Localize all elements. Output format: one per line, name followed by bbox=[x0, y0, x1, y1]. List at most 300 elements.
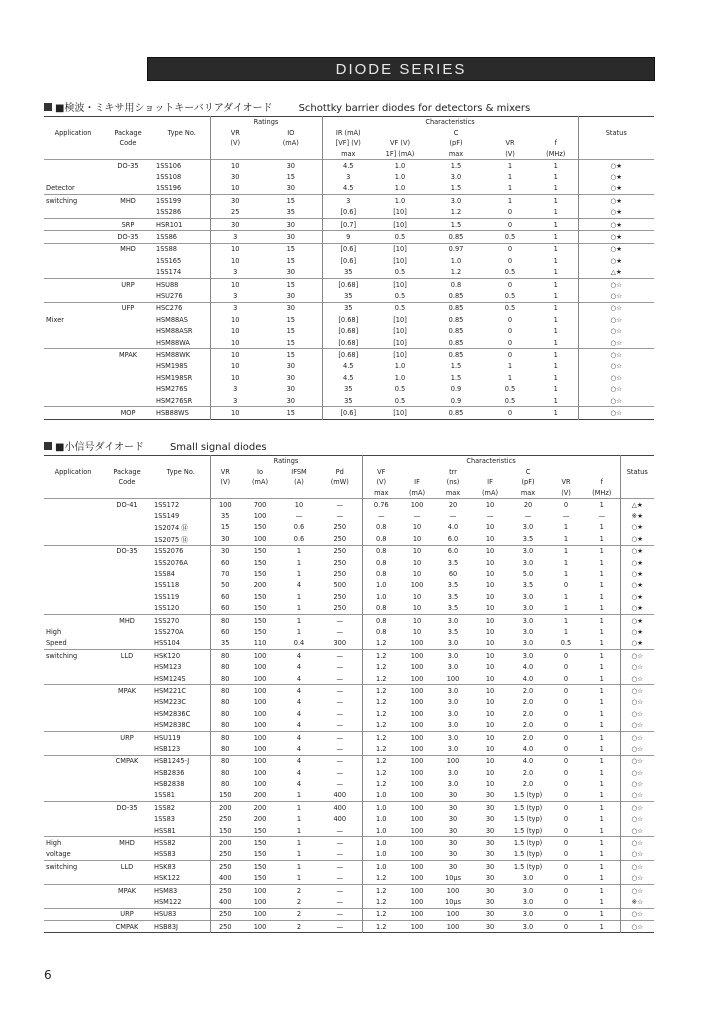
cell-type: 1SS149 bbox=[154, 512, 180, 521]
cell-type: HSM2838C bbox=[154, 721, 191, 730]
cell-vr: 200 bbox=[210, 802, 240, 814]
cell-vr2: 0 bbox=[563, 850, 569, 859]
cell-c: 0.85 bbox=[426, 407, 486, 419]
cell-app bbox=[44, 896, 102, 908]
cell-trr: 100 bbox=[434, 921, 472, 933]
cell-vr2: 1 bbox=[563, 558, 569, 567]
cell-st: ○☆ bbox=[620, 697, 654, 708]
table-row bbox=[44, 183, 654, 195]
cell-vr2: 0 bbox=[486, 278, 534, 290]
cell-c: 0.85 bbox=[448, 327, 464, 336]
cell-vr2: 0.5 bbox=[486, 231, 534, 243]
cell-vf: 0.8 bbox=[362, 522, 400, 533]
cell-app: Detector bbox=[46, 184, 75, 193]
cell-st: ○★ bbox=[578, 255, 654, 266]
table-row bbox=[44, 278, 654, 290]
cell-io: 30 bbox=[286, 362, 295, 371]
cell-c: 1.2 bbox=[450, 208, 462, 217]
cell-c: 3.0 bbox=[508, 650, 548, 662]
cell-if2: 10 bbox=[485, 780, 495, 789]
cell-app bbox=[44, 207, 102, 219]
cell-st: ○☆ bbox=[578, 361, 654, 372]
cell-vr: 80 bbox=[210, 685, 240, 697]
cell-if2: 10 bbox=[472, 650, 508, 662]
cell-st: ○☆ bbox=[578, 302, 654, 314]
cell-pd: — bbox=[318, 731, 362, 743]
cell-ifsm: 4 bbox=[296, 768, 302, 777]
cell-pd: — bbox=[336, 874, 344, 883]
cell-f: 1 bbox=[553, 385, 558, 394]
cell-c: 4.0 bbox=[522, 674, 534, 683]
cell-vr2: 0 bbox=[563, 897, 569, 906]
cell-pd: — bbox=[336, 663, 344, 672]
cell-pkg bbox=[102, 522, 152, 533]
cell-vr2: 1 bbox=[563, 523, 569, 532]
cell-trr: 3.0 bbox=[447, 639, 459, 648]
cell-trr: 6.0 bbox=[447, 534, 459, 543]
cell-vf: 1.2 bbox=[362, 896, 400, 908]
cell-pkg: MHD bbox=[102, 837, 152, 849]
cell-vf: 1.2 bbox=[362, 884, 400, 896]
cell-pd: 250 bbox=[333, 534, 347, 543]
cell-f: 1 bbox=[534, 218, 578, 230]
cell-io: 15 bbox=[260, 349, 322, 361]
cell-f: 1 bbox=[599, 780, 604, 789]
characteristics-header-2: Characteristics bbox=[362, 456, 620, 467]
cell-io: 15 bbox=[260, 407, 322, 419]
cell-st: ○☆ bbox=[578, 395, 654, 407]
cell-vr: 10 bbox=[210, 361, 260, 372]
cell-io: 150 bbox=[240, 837, 280, 849]
cell-vr: 10 bbox=[210, 349, 260, 361]
cell-ifsm: 1 bbox=[280, 861, 318, 873]
cell-st: ○☆ bbox=[578, 325, 654, 336]
table-row bbox=[44, 814, 654, 825]
cell-type: 1S2075 ⑭ bbox=[154, 535, 188, 544]
cell-c: 3.5 bbox=[522, 581, 534, 590]
cell-if: 100 bbox=[410, 721, 424, 730]
cell-type: 1SS2076A bbox=[154, 558, 188, 567]
cell-c: 2.0 bbox=[522, 698, 534, 707]
cell-pkg: DO-35 bbox=[102, 160, 154, 172]
cell-vr2: 0 bbox=[548, 921, 584, 933]
cell-io: 100 bbox=[240, 731, 280, 743]
cell-type: HSU276 bbox=[156, 291, 183, 300]
table-row bbox=[44, 160, 654, 172]
cell-vf: 1.2 bbox=[362, 767, 400, 778]
cell-pd: — bbox=[336, 512, 344, 521]
cell-ifsm: 2 bbox=[280, 921, 318, 933]
cell-f: 1 bbox=[553, 291, 558, 300]
cell-pkg bbox=[102, 557, 152, 568]
cell-vr2: 0.5 bbox=[504, 385, 516, 394]
cell-type: HSM2836C bbox=[154, 709, 191, 718]
cell-type: 1SS2076 bbox=[152, 545, 210, 557]
cell-pd: 400 bbox=[333, 791, 347, 800]
cell-ir: 35 bbox=[322, 290, 374, 302]
cell-vf: 1.2 bbox=[362, 908, 400, 920]
cell-ifsm: 4 bbox=[280, 731, 318, 743]
cell-pkg bbox=[102, 626, 152, 637]
cell-app bbox=[44, 557, 102, 568]
cell-ifsm: 1 bbox=[296, 570, 302, 579]
cell-if: 100 bbox=[410, 815, 424, 824]
section1-title-en: Schottky barrier diodes for detectors & mixers bbox=[298, 103, 531, 114]
cell-ir: [0.68] bbox=[322, 325, 374, 336]
cell-vr2: 0 bbox=[563, 698, 569, 707]
cell-type: HSM88WA bbox=[156, 338, 190, 347]
cell-pkg bbox=[102, 825, 152, 837]
cell-io: 30 bbox=[260, 302, 322, 314]
cell-type: HSM123 bbox=[154, 663, 182, 672]
cell-f: 1 bbox=[534, 302, 578, 314]
cell-if2: 30 bbox=[472, 908, 508, 920]
cell-pd: — bbox=[318, 921, 362, 933]
cell-app bbox=[44, 731, 102, 743]
cell-io: 30 bbox=[260, 218, 322, 230]
table-row bbox=[44, 361, 654, 372]
cell-io: 150 bbox=[240, 614, 280, 626]
cell-vr2: 0 bbox=[563, 826, 569, 835]
cell-f: 1 bbox=[584, 908, 620, 920]
cell-pkg bbox=[102, 603, 152, 615]
table-row bbox=[44, 171, 654, 182]
cell-ifsm: 4 bbox=[296, 709, 302, 718]
cell-io: 100 bbox=[240, 755, 280, 767]
cell-ifsm: — bbox=[295, 512, 303, 521]
cell-app bbox=[44, 719, 102, 731]
cell-vf: 0.8 bbox=[362, 557, 400, 568]
cell-st: ○☆ bbox=[620, 873, 654, 885]
cell-if: 10 bbox=[400, 614, 434, 626]
cell-vr2: 0 bbox=[548, 837, 584, 849]
cell-ifsm: 4 bbox=[280, 650, 318, 662]
cell-pd: 250 bbox=[333, 604, 347, 613]
cell-app: Speed bbox=[46, 639, 67, 648]
table-row bbox=[44, 290, 654, 302]
cell-app bbox=[44, 255, 102, 266]
cell-vr2: 0 bbox=[563, 581, 569, 590]
table-row bbox=[44, 743, 654, 755]
cell-st: △★ bbox=[620, 499, 654, 511]
cell-type: 1SS84 bbox=[154, 570, 175, 579]
cell-ir: [0.68] bbox=[322, 349, 374, 361]
table-row bbox=[44, 673, 654, 685]
cell-vr2: 1 bbox=[507, 173, 513, 182]
cell-vr2: 1 bbox=[548, 614, 584, 626]
cell-app bbox=[44, 814, 102, 825]
cell-ifsm: 4 bbox=[296, 780, 302, 789]
section2-title-en: Small signal diodes bbox=[169, 442, 267, 453]
cell-vr2: 0 bbox=[563, 744, 569, 753]
cell-vr2: 0 bbox=[563, 768, 569, 777]
cell-type: 1SS82 bbox=[152, 802, 210, 814]
cell-st: ○☆ bbox=[620, 908, 654, 920]
cell-type: HSB2838 bbox=[154, 780, 185, 789]
cell-f: 1 bbox=[584, 685, 620, 697]
cell-st: ○★ bbox=[578, 183, 654, 195]
cell-trr: 100 bbox=[434, 755, 472, 767]
cell-if2: 30 bbox=[485, 850, 495, 859]
cell-vf: 1.0 bbox=[394, 184, 406, 193]
cell-vf: 0.5 bbox=[374, 231, 426, 243]
cell-app bbox=[44, 533, 102, 545]
cell-pkg bbox=[102, 778, 152, 789]
cell-vr: 3 bbox=[210, 267, 260, 279]
cell-f: 1 bbox=[599, 744, 604, 753]
cell-if2: 10 bbox=[485, 523, 495, 532]
cell-vf: [10] bbox=[393, 208, 407, 217]
cell-pd: — bbox=[336, 780, 344, 789]
cell-vr: 100 bbox=[210, 499, 240, 511]
section1-title-jp: ■検波・ミキサ用ショットキーバリアダイオード bbox=[55, 103, 273, 114]
cell-ir: 9 bbox=[322, 231, 374, 243]
cell-st: ○☆ bbox=[620, 802, 654, 814]
cell-ifsm: 1 bbox=[296, 592, 302, 601]
cell-f: 1 bbox=[584, 650, 620, 662]
characteristics-header: Characteristics bbox=[322, 117, 578, 128]
cell-vr2: 1 bbox=[486, 160, 534, 172]
square-bullet-icon bbox=[44, 442, 52, 450]
cell-c: 1.5 bbox=[450, 373, 462, 382]
cell-app bbox=[44, 278, 102, 290]
cell-vr2: 0 bbox=[548, 755, 584, 767]
cell-app bbox=[44, 545, 102, 557]
cell-c: 1.5 bbox=[450, 362, 462, 371]
cell-f: 1 bbox=[534, 407, 578, 419]
cell-app: High bbox=[44, 837, 102, 849]
cell-vf: 1.2 bbox=[362, 673, 400, 685]
cell-vr2: 0 bbox=[563, 791, 569, 800]
cell-ifsm: 1 bbox=[296, 874, 302, 883]
cell-if2: 30 bbox=[472, 802, 508, 814]
cell-type: 1SS270A bbox=[154, 627, 184, 636]
cell-vr: 35 bbox=[210, 638, 240, 650]
cell-pkg bbox=[102, 849, 152, 861]
cell-app: Mixer bbox=[46, 315, 64, 324]
cell-trr: 3.0 bbox=[447, 721, 459, 730]
cell-f: 1 bbox=[553, 315, 558, 324]
cell-app bbox=[44, 591, 102, 602]
cell-trr: 30 bbox=[434, 837, 472, 849]
cell-f: — bbox=[598, 512, 606, 521]
cell-vr: 80 bbox=[210, 708, 240, 719]
cell-c: 0.85 bbox=[448, 291, 464, 300]
cell-vr: 60 bbox=[210, 591, 240, 602]
cell-app bbox=[44, 908, 102, 920]
cell-vf: 1.2 bbox=[362, 873, 400, 885]
cell-f: 1 bbox=[599, 897, 604, 906]
cell-vr: 80 bbox=[210, 778, 240, 789]
cell-f: 1 bbox=[599, 627, 604, 636]
cell-vr: 30 bbox=[210, 218, 260, 230]
cell-ir: 35 bbox=[322, 383, 374, 394]
cell-ir: [0.7] bbox=[322, 218, 374, 230]
table-row bbox=[44, 650, 654, 662]
cell-vr2: 1 bbox=[507, 184, 513, 193]
cell-vr2: 0 bbox=[563, 709, 569, 718]
cell-app bbox=[44, 267, 102, 279]
cell-io: 100 bbox=[253, 709, 267, 718]
cell-app bbox=[44, 522, 102, 533]
cell-st: ○☆ bbox=[620, 731, 654, 743]
table-row bbox=[44, 626, 654, 637]
cell-vr2: 1 bbox=[563, 570, 569, 579]
cell-pd: — bbox=[336, 698, 344, 707]
table-row bbox=[44, 325, 654, 336]
table-row bbox=[44, 533, 654, 545]
cell-io: 150 bbox=[240, 861, 280, 873]
cell-if: 10 bbox=[412, 570, 422, 579]
cell-vr: 250 bbox=[210, 921, 240, 933]
cell-pkg: MHD bbox=[102, 195, 154, 207]
cell-f: 1 bbox=[599, 709, 604, 718]
cell-ir: 3 bbox=[322, 195, 374, 207]
cell-io: 150 bbox=[253, 558, 267, 567]
cell-pd: — bbox=[336, 768, 344, 777]
cell-trr: 3.0 bbox=[447, 744, 459, 753]
table-row bbox=[44, 243, 654, 255]
cell-vr2: 1 bbox=[548, 545, 584, 557]
cell-ifsm: 1 bbox=[296, 850, 302, 859]
cell-trr: 100 bbox=[434, 884, 472, 896]
cell-if: 100 bbox=[410, 581, 424, 590]
cell-app bbox=[44, 708, 102, 719]
cell-f: 1 bbox=[599, 581, 604, 590]
cell-st: ○★ bbox=[620, 568, 654, 579]
cell-app bbox=[44, 160, 102, 172]
cell-vr2: 0 bbox=[548, 802, 584, 814]
cell-ir: [0.6] bbox=[322, 255, 374, 266]
cell-pkg bbox=[102, 896, 152, 908]
cell-io: 150 bbox=[253, 592, 267, 601]
cell-vr2: 0 bbox=[507, 256, 513, 265]
cell-st: ○☆ bbox=[620, 685, 654, 697]
cell-type: HSB2836 bbox=[154, 768, 185, 777]
cell-vr: 10 bbox=[210, 372, 260, 383]
cell-vf: [10] bbox=[374, 243, 426, 255]
cell-app: High bbox=[46, 627, 62, 636]
cell-ifsm: 4 bbox=[296, 698, 302, 707]
cell-io: 150 bbox=[253, 874, 267, 883]
cell-io: 15 bbox=[260, 278, 322, 290]
cell-pd: — bbox=[336, 709, 344, 718]
cell-st: ○★ bbox=[578, 171, 654, 182]
cell-type: 1SS172 bbox=[152, 499, 210, 511]
cell-st: ○★ bbox=[620, 591, 654, 602]
cell-if: 100 bbox=[400, 908, 434, 920]
cell-pkg bbox=[102, 533, 152, 545]
cell-trr: 30 bbox=[448, 815, 458, 824]
cell-ifsm: 4 bbox=[296, 581, 302, 590]
cell-pkg bbox=[102, 290, 154, 302]
cell-ir: 35 bbox=[322, 395, 374, 407]
cell-ifsm: 4 bbox=[296, 721, 302, 730]
cell-type: 1SS106 bbox=[154, 160, 210, 172]
table-row bbox=[44, 545, 654, 557]
cell-vr2: 0.5 bbox=[504, 396, 516, 405]
cell-ifsm: 4 bbox=[296, 663, 302, 672]
cell-c: 2.0 bbox=[508, 685, 548, 697]
cell-type: 1SS270 bbox=[152, 614, 210, 626]
cell-trr: 3.0 bbox=[447, 663, 459, 672]
table-row bbox=[44, 861, 654, 873]
cell-if: 100 bbox=[400, 685, 434, 697]
cell-f: 1 bbox=[584, 499, 620, 511]
cell-vr2: 0.5 bbox=[486, 302, 534, 314]
cell-st: ○★ bbox=[578, 207, 654, 219]
cell-f: 1 bbox=[553, 396, 558, 405]
cell-f: 1 bbox=[599, 791, 604, 800]
cell-type: 1S2074 ⑭ bbox=[154, 524, 188, 533]
cell-io: 150 bbox=[253, 523, 267, 532]
table-row bbox=[44, 314, 654, 325]
cell-vr2: 0 bbox=[507, 327, 513, 336]
cell-st: ○★ bbox=[620, 533, 654, 545]
cell-app bbox=[44, 873, 102, 885]
cell-vr: 80 bbox=[210, 731, 240, 743]
cell-app bbox=[44, 921, 102, 933]
cell-if2: 30 bbox=[472, 837, 508, 849]
cell-vr: 60 bbox=[210, 626, 240, 637]
table-row bbox=[44, 614, 654, 626]
cell-io: 200 bbox=[240, 802, 280, 814]
cell-f: 1 bbox=[553, 373, 558, 382]
cell-f: 1 bbox=[584, 802, 620, 814]
cell-type: 1SS120 bbox=[154, 604, 180, 613]
cell-io: 100 bbox=[253, 780, 267, 789]
cell-trr: 30 bbox=[448, 826, 458, 835]
table-row bbox=[44, 790, 654, 802]
cell-if2: 10 bbox=[485, 744, 495, 753]
banner-title: DIODE SERIES bbox=[335, 61, 467, 78]
cell-pd: 250 bbox=[333, 558, 347, 567]
cell-vf: 1.0 bbox=[362, 580, 400, 591]
cell-vr2: 0 bbox=[563, 663, 569, 672]
cell-pd: — bbox=[318, 685, 362, 697]
table-row bbox=[44, 603, 654, 615]
cell-vr: 10 bbox=[210, 255, 260, 266]
cell-io: 200 bbox=[253, 791, 267, 800]
cell-st: ○☆ bbox=[620, 661, 654, 672]
cell-vr2: 0.5 bbox=[504, 291, 516, 300]
cell-vf: 1.2 bbox=[362, 755, 400, 767]
cell-f: 1 bbox=[599, 570, 604, 579]
cell-app bbox=[44, 510, 102, 521]
cell-if: 100 bbox=[410, 663, 424, 672]
cell-st: ○☆ bbox=[620, 814, 654, 825]
cell-app bbox=[44, 218, 102, 230]
cell-c: 3.0 bbox=[508, 545, 548, 557]
cell-pd: — bbox=[336, 674, 344, 683]
cell-trr: 30 bbox=[448, 791, 458, 800]
cell-vr: 400 bbox=[210, 896, 240, 908]
cell-vf: 1.2 bbox=[362, 708, 400, 719]
cell-vf: 0.8 bbox=[362, 626, 400, 637]
cell-io: 100 bbox=[253, 721, 267, 730]
cell-st: ○☆ bbox=[578, 337, 654, 349]
cell-vf: 1.0 bbox=[362, 849, 400, 861]
cell-st: ○☆ bbox=[578, 372, 654, 383]
cell-vf: 1.0 bbox=[362, 825, 400, 837]
cell-if: 100 bbox=[400, 837, 434, 849]
cell-io: 100 bbox=[240, 921, 280, 933]
cell-pkg: LLD bbox=[102, 861, 152, 873]
cell-pkg bbox=[102, 708, 152, 719]
cell-ir: [0.68] bbox=[322, 314, 374, 325]
table-row bbox=[44, 372, 654, 383]
cell-trr: 6.0 bbox=[434, 545, 472, 557]
